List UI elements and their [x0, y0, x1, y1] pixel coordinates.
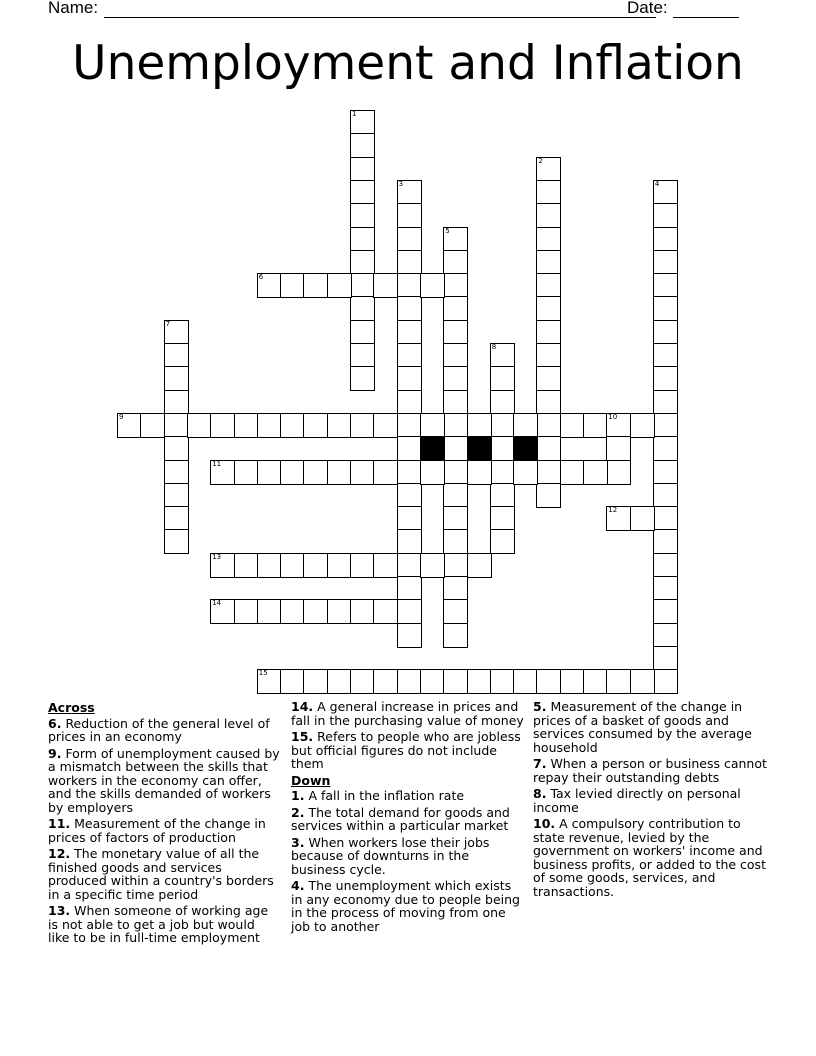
grid-cell[interactable]	[280, 273, 305, 298]
clue-down-10: 10. A compulsory contribution to state revenue, levied by the government on workers' income and business profits, or added to the cost of some goods, services, and transactions.	[533, 816, 766, 899]
grid-cell[interactable]	[490, 436, 515, 461]
grid-cell[interactable]	[536, 436, 561, 461]
grid-cell[interactable]	[397, 227, 422, 252]
grid-cell[interactable]	[327, 460, 352, 485]
grid-cell[interactable]	[397, 203, 422, 228]
grid-cell[interactable]	[536, 460, 561, 485]
grid-cell[interactable]	[653, 203, 678, 228]
grid-cell[interactable]	[420, 413, 445, 438]
grid-cell[interactable]	[536, 413, 561, 438]
grid-cell[interactable]	[606, 669, 631, 694]
grid-cell[interactable]	[280, 669, 305, 694]
grid-cell[interactable]	[397, 390, 422, 415]
grid-cell[interactable]	[583, 669, 608, 694]
clues-column-2	[291, 700, 525, 936]
grid-cell[interactable]	[443, 576, 468, 601]
black-cell	[513, 436, 538, 461]
grid-cell[interactable]	[653, 483, 678, 508]
grid-cell[interactable]	[303, 460, 328, 485]
grid-cell[interactable]	[164, 390, 189, 415]
grid-cell[interactable]	[653, 390, 678, 415]
grid-cell[interactable]	[327, 273, 352, 298]
grid-cell[interactable]	[630, 413, 655, 438]
grid-cell[interactable]	[653, 436, 678, 461]
grid-cell[interactable]	[513, 669, 538, 694]
grid-cell[interactable]	[490, 529, 515, 554]
grid-cell[interactable]	[653, 599, 678, 624]
grid-cell[interactable]	[536, 296, 561, 321]
clue-number: 8	[491, 343, 497, 351]
clue-down-4: 4. The unemployment which exists in any economy due to people being in the process of moving from one job to another	[291, 878, 520, 934]
grid-cell[interactable]	[536, 483, 561, 508]
clues-column-3	[533, 700, 773, 901]
grid-cell[interactable]	[257, 413, 282, 438]
grid-cell[interactable]	[443, 529, 468, 554]
grid-cell[interactable]	[490, 390, 515, 415]
grid-cell[interactable]	[140, 413, 165, 438]
clue-number: 1	[352, 110, 357, 118]
grid-cell[interactable]	[420, 460, 445, 485]
grid-cell[interactable]	[257, 599, 282, 624]
grid-cell[interactable]	[373, 599, 398, 624]
clue-across-13: 13. When someone of working age is not able to get a job but would like to be in full-time employment	[48, 903, 269, 945]
grid-cell[interactable]	[536, 227, 561, 252]
grid-cell[interactable]	[397, 483, 422, 508]
clue-number: 3	[398, 179, 404, 188]
grid-cell[interactable]	[653, 506, 678, 531]
grid-cell[interactable]	[397, 553, 422, 578]
grid-cell[interactable]	[653, 343, 678, 368]
grid-cell[interactable]	[653, 553, 678, 578]
grid-cell[interactable]	[280, 460, 305, 485]
grid-cell[interactable]	[234, 599, 259, 624]
grid-cell[interactable]	[513, 460, 538, 485]
grid-cell[interactable]	[327, 599, 352, 624]
grid-cell[interactable]	[164, 366, 189, 391]
grid-cell[interactable]	[350, 669, 375, 694]
clue-across-12: 12. The monetary value of all the finished goods and services produced within a country's borders in a specific time period	[48, 846, 274, 902]
grid-cell[interactable]	[536, 343, 561, 368]
grid-cell[interactable]	[350, 157, 375, 182]
clue-down-7: 7. When a person or business cannot repay their outstanding debts	[533, 756, 767, 785]
clue-number: 12	[608, 506, 618, 515]
grid-cell[interactable]	[164, 320, 189, 345]
grid-cell[interactable]	[327, 553, 352, 578]
grid-cell[interactable]	[397, 250, 422, 275]
grid-cell[interactable]	[536, 273, 561, 298]
grid-cell[interactable]	[350, 343, 375, 368]
grid-cell[interactable]	[397, 180, 422, 205]
grid-cell[interactable]	[303, 553, 328, 578]
grid-cell[interactable]	[536, 320, 561, 345]
across-heading: Across	[48, 700, 95, 715]
clue-number: 9	[119, 412, 124, 421]
grid-cell[interactable]	[583, 460, 608, 485]
grid-cell[interactable]	[490, 506, 515, 531]
grid-cell[interactable]	[350, 133, 375, 158]
clue-number: 11	[212, 459, 222, 468]
grid-cell[interactable]	[397, 296, 422, 321]
grid-cell[interactable]	[443, 599, 468, 624]
grid-cell[interactable]	[397, 529, 422, 554]
grid-cell[interactable]	[560, 669, 585, 694]
grid-cell[interactable]	[653, 646, 678, 671]
black-cell	[420, 436, 445, 461]
grid-cell[interactable]	[536, 250, 561, 275]
grid-cell[interactable]	[420, 273, 445, 298]
grid-cell[interactable]	[350, 227, 375, 252]
grid-cell[interactable]	[397, 366, 422, 391]
grid-cell[interactable]	[467, 553, 492, 578]
grid-cell[interactable]	[653, 296, 678, 321]
grid-cell[interactable]	[373, 273, 398, 298]
grid-cell[interactable]	[280, 413, 305, 438]
clue-down-8: 8. Tax levied directly on personal income	[533, 786, 741, 815]
clue-across-6: 6. Reduction of the general level of prices in an economy	[48, 715, 270, 744]
grid-cell[interactable]	[234, 553, 259, 578]
grid-cell[interactable]	[350, 180, 375, 205]
grid-cell[interactable]	[606, 506, 631, 531]
grid-cell[interactable]	[257, 669, 282, 694]
grid-cell[interactable]	[327, 413, 352, 438]
grid-cell[interactable]	[443, 227, 468, 252]
clue-down-5: 5. Measurement of the change in prices of a basket of goods and services consumed by the average household	[533, 699, 752, 755]
clue-across-15: 15. Refers to people who are jobless but official figures do not include them	[291, 729, 521, 771]
grid-cell[interactable]	[490, 483, 515, 508]
grid-cell[interactable]	[397, 413, 422, 438]
grid-cell[interactable]	[350, 296, 375, 321]
grid-cell[interactable]	[257, 460, 282, 485]
clue-down-3: 3. When workers lose their jobs because of downturns in the business cycle.	[291, 834, 490, 877]
grid-cell[interactable]	[397, 343, 422, 368]
grid-cell[interactable]	[490, 669, 515, 694]
grid-cell[interactable]	[210, 599, 235, 624]
grid-cell[interactable]	[536, 366, 561, 391]
down-heading: Down	[291, 772, 331, 788]
grid-cell[interactable]	[606, 460, 631, 485]
grid-cell[interactable]	[327, 669, 352, 694]
grid-cell[interactable]	[373, 553, 398, 578]
clues-column-1	[48, 700, 280, 948]
grid-cell[interactable]	[210, 553, 235, 578]
grid-cell[interactable]	[443, 343, 468, 368]
grid-cell[interactable]	[630, 669, 655, 694]
clue-number: 13	[212, 552, 222, 561]
grid-cell[interactable]	[443, 390, 468, 415]
black-cell	[467, 436, 492, 461]
grid-cell[interactable]	[653, 227, 678, 252]
grid-cell[interactable]	[443, 320, 468, 345]
grid-cell[interactable]	[397, 669, 422, 694]
grid-cell[interactable]	[467, 413, 492, 438]
name-label: Name:	[48, 0, 99, 17]
clue-number: 6	[258, 273, 264, 282]
grid-cell[interactable]	[373, 669, 398, 694]
grid-cell[interactable]	[280, 553, 305, 578]
grid-cell[interactable]	[443, 460, 468, 485]
grid-cell[interactable]	[653, 413, 678, 438]
clue-number: 7	[165, 319, 171, 328]
grid-cell[interactable]	[397, 436, 422, 461]
grid-cell[interactable]	[536, 180, 561, 205]
grid-cell[interactable]	[280, 599, 305, 624]
grid-cell[interactable]	[560, 460, 585, 485]
clue-number: 10	[608, 412, 618, 421]
grid-cell[interactable]	[234, 413, 259, 438]
grid-cell[interactable]	[490, 460, 515, 485]
grid-cell[interactable]	[350, 413, 375, 438]
grid-cell[interactable]	[630, 506, 655, 531]
grid-cell[interactable]	[234, 460, 259, 485]
grid-cell[interactable]	[443, 250, 468, 275]
grid-cell[interactable]	[443, 483, 468, 508]
grid-cell[interactable]	[397, 623, 422, 648]
date-label: Date:	[627, 0, 668, 17]
grid-cell[interactable]	[397, 273, 422, 298]
grid-cell[interactable]	[443, 669, 468, 694]
grid-cell[interactable]	[490, 343, 515, 368]
clue-number: 15	[258, 669, 268, 678]
grid-cell[interactable]	[350, 460, 375, 485]
grid-cell[interactable]	[303, 273, 328, 298]
grid-cell[interactable]	[467, 669, 492, 694]
grid-cell[interactable]	[164, 436, 189, 461]
grid-cell[interactable]	[443, 296, 468, 321]
grid-cell[interactable]	[303, 669, 328, 694]
grid-cell[interactable]	[164, 483, 189, 508]
clue-across-14: 14. A general increase in prices and fall in the purchasing value of money	[291, 699, 524, 728]
clue-number: 5	[445, 226, 450, 235]
grid-cell[interactable]	[443, 623, 468, 648]
clue-number: 14	[212, 599, 222, 608]
grid-cell[interactable]	[606, 436, 631, 461]
grid-cell[interactable]	[443, 413, 468, 438]
grid-cell[interactable]	[583, 413, 608, 438]
grid-cell[interactable]	[653, 623, 678, 648]
grid-cell[interactable]	[653, 250, 678, 275]
grid-cell[interactable]	[443, 436, 468, 461]
grid-cell[interactable]	[443, 366, 468, 391]
grid-cell[interactable]	[536, 390, 561, 415]
grid-cell[interactable]	[373, 460, 398, 485]
page-title: Unemployment and Inflation	[72, 36, 744, 91]
grid-cell[interactable]	[536, 157, 561, 182]
grid-cell[interactable]	[490, 366, 515, 391]
grid-cell[interactable]	[443, 553, 468, 578]
grid-cell[interactable]	[350, 250, 375, 275]
grid-cell[interactable]	[210, 460, 235, 485]
grid-cell[interactable]	[560, 413, 585, 438]
grid-cell[interactable]	[606, 413, 631, 438]
clue-down-1: 1. A fall in the inflation rate	[291, 788, 465, 803]
clue-down-2: 2. The total demand for goods and services within a particular market	[291, 804, 510, 833]
grid-cell[interactable]	[420, 669, 445, 694]
grid-cell[interactable]	[397, 320, 422, 345]
grid-cell[interactable]	[653, 320, 678, 345]
grid-cell[interactable]	[350, 366, 375, 391]
grid-cell[interactable]	[373, 413, 398, 438]
grid-cell[interactable]	[653, 529, 678, 554]
grid-cell[interactable]	[164, 343, 189, 368]
grid-cell[interactable]	[350, 273, 375, 298]
grid-cell[interactable]	[187, 413, 212, 438]
grid-cell[interactable]	[397, 460, 422, 485]
grid-cell[interactable]	[653, 460, 678, 485]
grid-cell[interactable]	[350, 320, 375, 345]
grid-cell[interactable]	[653, 366, 678, 391]
grid-cell[interactable]	[397, 576, 422, 601]
grid-cell[interactable]	[397, 599, 422, 624]
grid-cell[interactable]	[536, 669, 561, 694]
clue-across-11: 11. Measurement of the change in prices of factors of production	[48, 816, 266, 845]
grid-cell[interactable]	[117, 413, 142, 438]
grid-cell[interactable]	[443, 506, 468, 531]
grid-cell[interactable]	[350, 203, 375, 228]
grid-cell[interactable]	[303, 599, 328, 624]
grid-cell[interactable]	[350, 110, 375, 135]
grid-cell[interactable]	[210, 413, 235, 438]
grid-cell[interactable]	[490, 413, 515, 438]
grid-cell[interactable]	[164, 506, 189, 531]
grid-cell[interactable]	[164, 460, 189, 485]
grid-cell[interactable]	[164, 529, 189, 554]
clue-across-9: 9. Form of unemployment caused by a mismatch between the skills that workers in the economy can offer, and the skills demanded of workers by employers	[48, 745, 280, 815]
grid-cell[interactable]	[350, 553, 375, 578]
clue-number: 2	[538, 156, 543, 165]
clue-number: 4	[654, 179, 660, 188]
grid-cell[interactable]	[397, 506, 422, 531]
grid-cell[interactable]	[164, 413, 189, 438]
grid-cell[interactable]	[303, 413, 328, 438]
grid-cell[interactable]	[653, 180, 678, 205]
grid-cell[interactable]	[653, 669, 678, 694]
grid-cell[interactable]	[350, 599, 375, 624]
grid-cell[interactable]	[536, 203, 561, 228]
grid-cell[interactable]	[653, 273, 678, 298]
grid-cell[interactable]	[420, 553, 445, 578]
grid-cell[interactable]	[443, 273, 468, 298]
grid-cell[interactable]	[467, 460, 492, 485]
grid-cell[interactable]	[513, 413, 538, 438]
grid-cell[interactable]	[653, 576, 678, 601]
grid-cell[interactable]	[257, 553, 282, 578]
grid-cell[interactable]	[257, 273, 282, 298]
